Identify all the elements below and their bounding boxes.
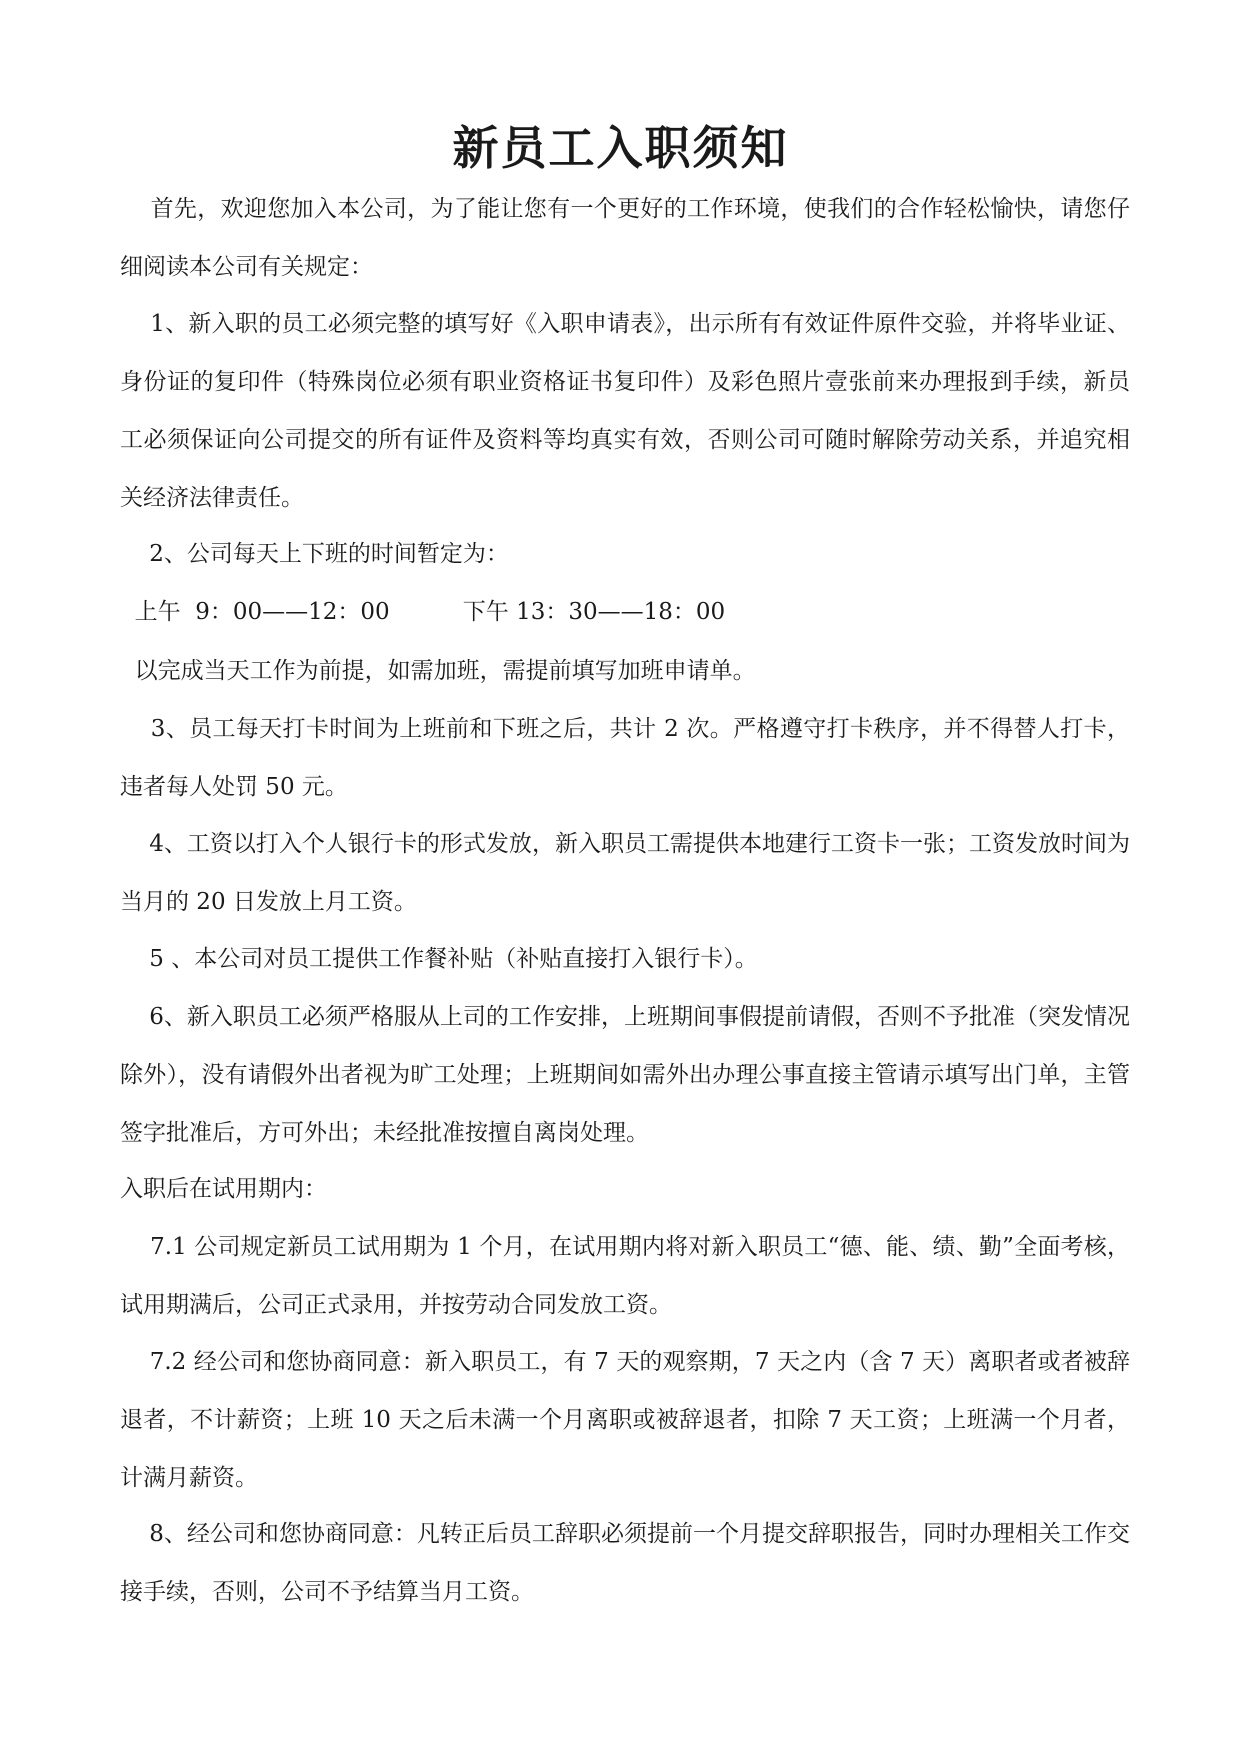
item-7-1-paragraph: 7.1 公司规定新员工试用期为 1 个月，在试用期内将对新入职员工“德、能、绩、勤”全面考核，试用期满后，公司正式录用，并按劳动合同发放工资。 xyxy=(120,1234,1130,1318)
item-5-paragraph: 5 、本公司对员工提供工作餐补贴（补贴直接打入银行卡）。 xyxy=(120,946,758,972)
item-2-paragraph: 2、公司每天上下班的时间暂定为： xyxy=(120,541,509,567)
item-1-paragraph: 1、新入职的员工必须完整的填写好《入职申请表》，出示所有有效证件原件交验，并将毕业证、身份证的复印件（特殊岗位必须有职业资格证书复印件）及彩色照片壹张前来办理报到手续，新员工必须保证向公司提交的所有证件及资料等均真实有效，否则公司可随时解除劳动关系，并追究相关经济法律责任。 xyxy=(120,311,1130,511)
intro-paragraph: 首先，欢迎您加入本公司，为了能让您有一个更好的工作环境，使我们的合作轻松愉快，请您仔细阅读本公司有关规定： xyxy=(120,196,1131,280)
item-4-paragraph: 4、工资以打入个人银行卡的形式发放，新入职员工需提供本地建行工资卡一张；工资发放时间为当月的 20 日发放上月工资。 xyxy=(120,831,1130,915)
item-6-paragraph: 6、新入职员工必须严格服从上司的工作安排，上班期间事假提前请假，否则不予批准（突发情况除外），没有请假外出者视为旷工处理；上班期间如需外出办理公事直接主管请示填写出门单，主管签字批准后，方可外出；未经批准按擅自离岗处理。 xyxy=(120,1004,1130,1146)
item-7-2-paragraph: 7.2 经公司和您协商同意：新入职员工，有 7 天的观察期，7 天之内（含 7 天）离职者或者被辞退者，不计薪资；上班 10 天之后未满一个月离职或被辞退者，扣除 7 天工资；上班满一个月者，计满月薪资。 xyxy=(120,1349,1130,1491)
page-title: 新员工入职须知 xyxy=(452,121,789,175)
work-hours-line: 上午 9：00——12：00 下午 13：30——18：00 xyxy=(120,599,726,625)
item-8-paragraph: 8、经公司和您协商同意：凡转正后员工辞职必须提前一个月提交辞职报告，同时办理相关工作交接手续，否则，公司不予结算当月工资。 xyxy=(120,1521,1130,1605)
overtime-paragraph: 以完成当天工作为前提，如需加班，需提前填写加班申请单。 xyxy=(120,658,756,684)
probation-heading: 入职后在试用期内： xyxy=(120,1176,327,1202)
item-3-paragraph: 3、员工每天打卡时间为上班前和下班之后，共计 2 次。严格遵守打卡秩序，并不得替人打卡，违者每人处罚 50 元。 xyxy=(120,716,1131,800)
